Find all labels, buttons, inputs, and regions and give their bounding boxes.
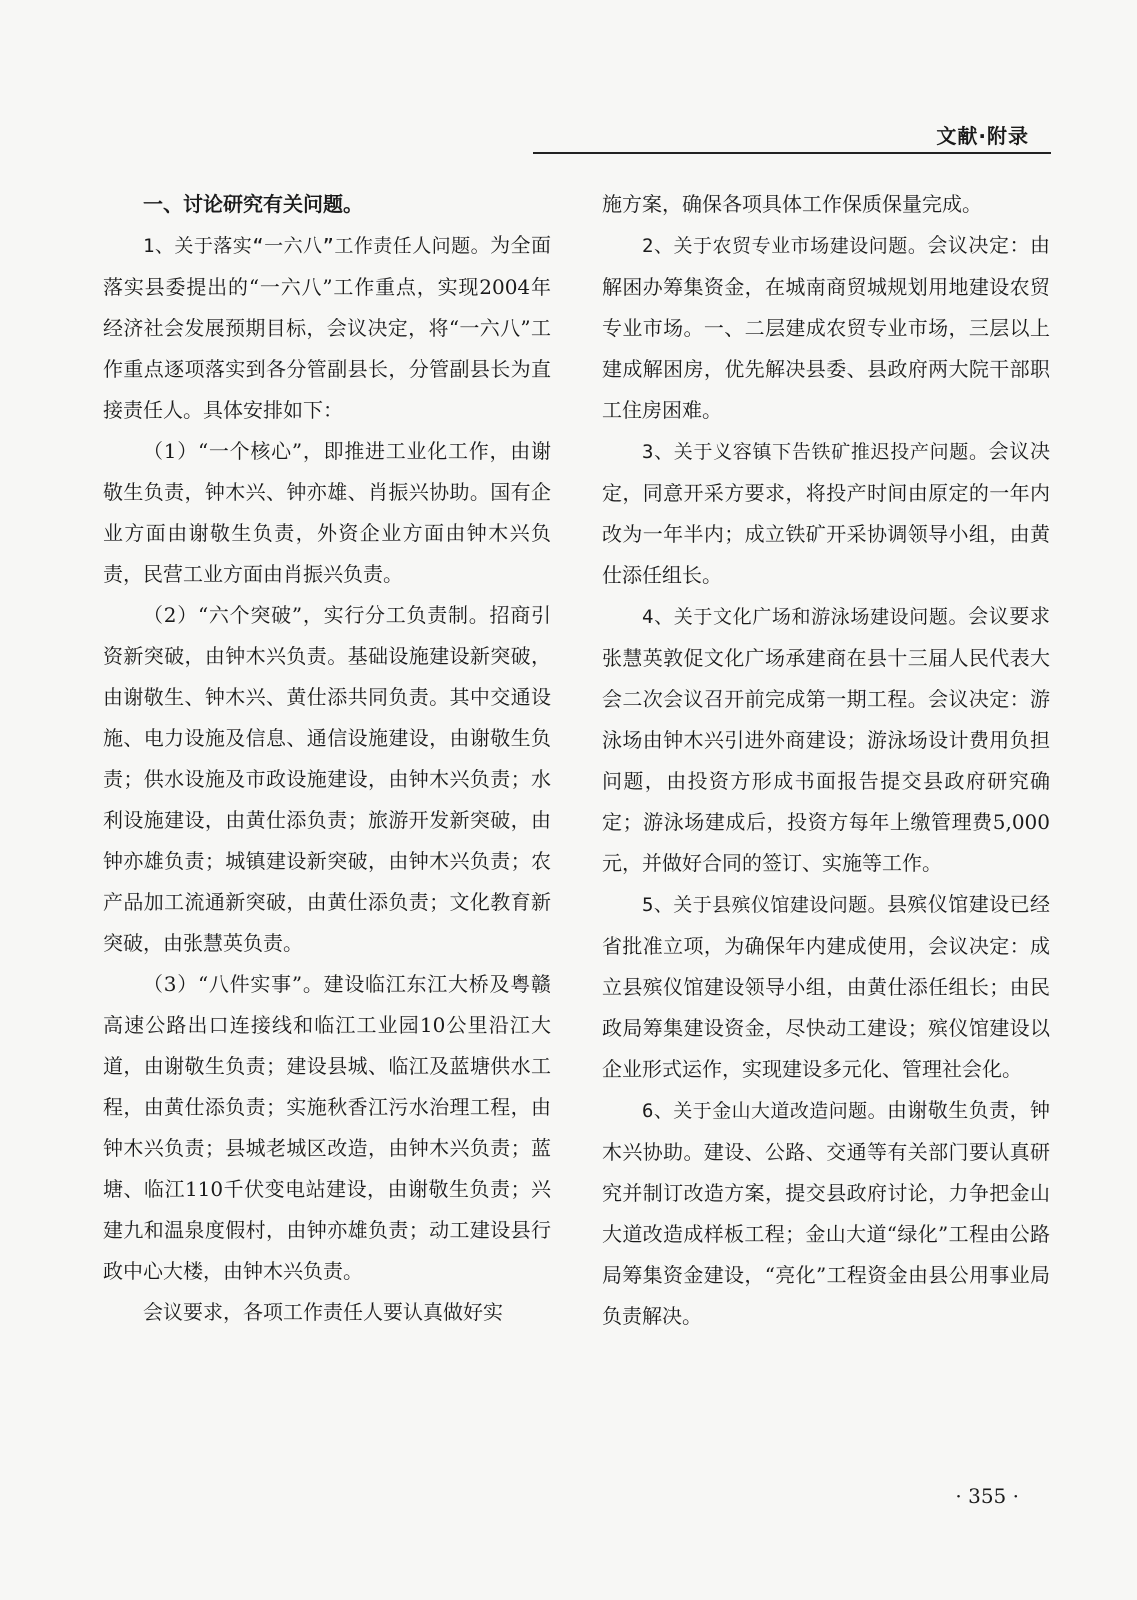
item-2-paragraph bbox=[602, 225, 1050, 431]
item-6-body: 由谢敬生负责，钟木兴协助。建设、公路、交通等有关部门要认真研究并制订改造方案，提交县政府讨论，力争把金山大道改造成样板工程；金山大道“绿化”工程由公路局筹集资金建设，“亮化”工程资金由县公用事业局负责解决。 bbox=[602, 1098, 1050, 1328]
running-head: 文献·附录 bbox=[936, 124, 1029, 148]
item-5-paragraph bbox=[602, 884, 1050, 1090]
sub-item-1: （1）“一个核心”，即推进工业化工作，由谢敬生负责，钟木兴、钟亦雄、肖振兴协助。国有企业方面由谢敬生负责，外资企业方面由钟木兴负责，民营工业方面由肖振兴负责。 bbox=[103, 439, 551, 586]
item-5-body: 县殡仪馆建设已经省批准立项，为确保年内建成使用，会议决定：成立县殡仪馆建设领导小组，由黄仕添任组长；由民政局筹集建设资金，尽快动工建设；殡仪馆建设以企业形式运作，实现建设多元化、管理社会化。 bbox=[602, 892, 1050, 1081]
item-6-paragraph bbox=[602, 1090, 1050, 1337]
closing-paragraph-end: 施方案，确保各项具体工作保质保量完成。 bbox=[602, 192, 982, 216]
item-6-topic: 6、关于金山大道改造问题。 bbox=[642, 1100, 887, 1122]
item-3-paragraph bbox=[602, 431, 1050, 596]
section-heading: 一、讨论研究有关问题。 bbox=[143, 192, 363, 216]
item-3-body: 会议决定，同意开采方要求，将投产时间由原定的一年内改为一年半内；成立铁矿开采协调领导小组，由黄仕添任组长。 bbox=[602, 439, 1050, 587]
item-4-paragraph bbox=[602, 596, 1050, 884]
item-1-paragraph bbox=[103, 225, 551, 431]
item-1-body: 为全面落实县委提出的“一六八”工作重点，实现2004年经济社会发展预期目标，会议决定，将“一六八”工作重点逐项落实到各分管副县长，分管副县长为直接责任人。具体安排如下： bbox=[103, 233, 551, 422]
page-number: · 355 · bbox=[955, 1484, 1019, 1508]
item-2-topic: 2、关于农贸专业市场建设问题。 bbox=[642, 235, 928, 257]
sub-item-2: （2）“六个突破”，实行分工负责制。招商引资新突破，由钟木兴负责。基础设施建设新突破，由谢敬生、钟木兴、黄仕添共同负责。其中交通设施、电力设施及信息、通信设施建设，由谢敬生负责；供水设施及市政设施建设，由钟木兴负责；水利设施建设，由黄仕添负责；旅游开发新突破，由钟亦雄负责；城镇建设新突破，由钟木兴负责；农产品加工流通新突破，由黄仕添负责；文化教育新突破，由张慧英负责。 bbox=[103, 603, 551, 955]
closing-paragraph-start: 会议要求，各项工作责任人要认真做好实 bbox=[143, 1300, 503, 1324]
left-column bbox=[103, 184, 551, 1333]
right-column bbox=[602, 184, 1050, 1337]
header-rule bbox=[533, 152, 1051, 154]
item-2-body: 会议决定：由解困办筹集资金，在城南商贸城规划用地建设农贸专业市场。一、二层建成农贸专业市场，三层以上建成解困房，优先解决县委、县政府两大院干部职工住房困难。 bbox=[602, 233, 1050, 422]
item-4-topic: 4、关于文化广场和游泳场建设问题。 bbox=[642, 606, 969, 628]
sub-item-3: （3）“八件实事”。建设临江东江大桥及粤赣高速公路出口连接线和临江工业园10公里沿江大道，由谢敬生负责；建设县城、临江及蓝塘供水工程，由黄仕添负责；实施秋香江污水治理工程，由钟木兴负责；县城老城区改造，由钟木兴负责；蓝塘、临江110千伏变电站建设，由谢敬生负责；兴建九和温泉度假村，由钟亦雄负责；动工建设县行政中心大楼，由钟木兴负责。 bbox=[103, 972, 551, 1283]
item-3-topic: 3、关于义容镇下告铁矿推迟投产问题。 bbox=[642, 441, 989, 463]
item-4-body: 会议要求张慧英敦促文化广场承建商在县十三届人民代表大会二次会议召开前完成第一期工程。会议决定：游泳场由钟木兴引进外商建设；游泳场设计费用负担问题，由投资方形成书面报告提交县政府研究确定；游泳场建成后，投资方每年上缴管理费5,000元，并做好合同的签订、实施等工作。 bbox=[602, 604, 1050, 875]
item-5-topic: 5、关于县殡仪馆建设问题。 bbox=[642, 894, 887, 916]
item-1-topic: 1、关于落实“一六八”工作责任人问题。 bbox=[143, 235, 491, 257]
